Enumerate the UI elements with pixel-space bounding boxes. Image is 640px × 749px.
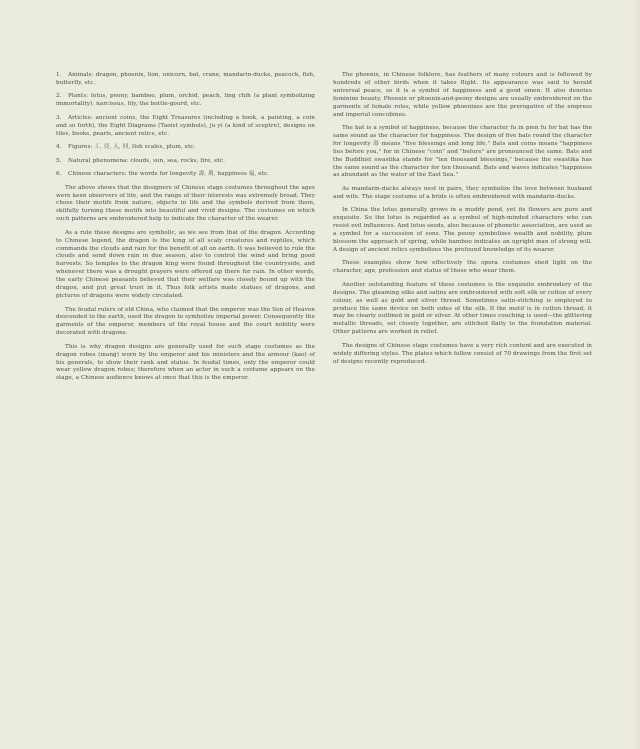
list-item	[56, 72, 315, 88]
page-edge-shadow	[632, 0, 640, 749]
paragraph: These examples show how effectively the opera costumes shed light on the character, age, profession and status of those who wear them.	[333, 260, 592, 275]
paragraph: The phoenix, in Chinese folklore, has feathers of many colours and is followed by hundreds of other birds when it takes flight. Its appearance was said to herald universal peace, so it is a symbol of happiness and a good omen. It also denotes feminine beauty. Phoenix or phoenix-and-peony designs are usually embroidered on the garments of female roles, while yellow phoenixes are the prerogative of the empress and imperial concubines.	[333, 72, 592, 118]
paragraph: The feudal rulers of old China, who claimed that the emperor was the Son of Heaven descended to the earth, used the dragon to symbolize imperial power. Consequently the garments of the emperor, members of the royal house and the court nobility were decorated with dragons.	[56, 306, 315, 337]
paragraph: As a rule these designs are symbolic, as we see from that of the dragon. According to Chinese legend, the dragon is the king of all scaly creatures and reptiles, which commands the clouds and rain for the benefit of all on earth. It was believed to rule the clouds and send down rain in due season, also to control the wind and bring good harvests. So temples to the dragon king were found throughout the countryside, and whenever there was a drought prayers were offered up there for rain. In other words, the early Chinese peasants believed that their welfare was closely bound up with the dragon, and put great trust in it. Thus folk artists made statues of dragons, and pictures of dragons were widely circulated.	[56, 229, 315, 299]
list-number: 4.	[56, 144, 62, 151]
paragraph: Another outstanding feature of these costumes is the exquisite embroidery of the designs. The gleaming silks and satins are embroidered with soft silk or cotton of every colour, as well as gold and silver thread. Sometimes satin-stitching is employed to produce the same device on both sides of the silk. If the motif is in cotton thread, it may be clearly outlined in gold or silver. At other times couching is used—the glittering metallic threads, set closely together, are stitched flatly to the foundation material. Other patterns are worked in relief.	[333, 281, 592, 336]
paragraph: In China the lotus generally grows in a muddy pond, yet its flowers are pure and exquisite. So the lotus is regarded as a symbol of high-minded characters who can resist evil influences. And lotus seeds, also because of phonetic association, are used as a symbol for a succession of sons. The peony symbolizes wealth and nobility, plum blossom the approach of spring, while bamboo indicates an upright man of strong will. A design of ancient relics symbolizes the profound knowledge of its wearer.	[333, 207, 592, 253]
list-number: 5.	[56, 157, 62, 164]
list-text: Chinese characters: the words for longevity 壽, 萬, happiness 福, etc.	[68, 171, 270, 178]
list-text: Plants: lotus, peony, bamboo, plum, orchid, peach, ling chih (a plant symbolizing immortality), narcissus, lily, the bottle-gourd, etc.	[56, 93, 315, 108]
paragraph: The above shows that the designers of Chinese stage costumes throughout the ages were keen observers of life, and the range of their interests was extremely broad. They chose their motifs from nature, objects in life and the symbols derived from them, skilfully turning these motifs into beautiful and vivid designs. The costumes on which such patterns are embroidered help to indicate the character of the wearer.	[56, 184, 315, 223]
list-item	[56, 144, 315, 152]
list-item	[56, 115, 315, 139]
list-number: 1.	[56, 72, 62, 78]
list-text: Figures: 工, 亞, 人, 回, fish scales, plum, etc.	[68, 144, 196, 151]
list-text: Animals: dragon, phoenix, lion, unicorn, bat, crane, mandarin-ducks, peacock, fish, butterfly, etc.	[56, 72, 315, 86]
left-column	[56, 72, 315, 749]
list-number: 3.	[56, 114, 62, 121]
paragraph: The bat is a symbol of happiness, because the character fu in pien fu for bat has the same sound as the character for happiness. The design of five bats round the character for longevity 壽 means "five blessings and long life." Bats and coins means "happiness lies before you," for in Chinese "coin" and "before" are pronounced the same. Bats and the Buddhist swastika stands for "ten thousand blessings," because the swastika has the same sound as the character for ten thousand. Bats and waves indicates "happiness as abundant as the water of the East Sea."	[333, 125, 592, 179]
list-item	[56, 158, 315, 166]
list-item	[56, 93, 315, 109]
list-text: Articles: ancient coins, the Eight Treasures (including a book, a painting, a coin and so forth), the Eight Diagrams (Taoist symbols), ju yi (a kind of sceptre), designs on tiles, books, pearls, ancient relics, etc.	[56, 114, 315, 137]
paragraph: The designs of Chinese stage costumes have a very rich content and are executed in widely differing styles. The plates which follow consist of 70 drawings from the first set of designs recently reproduced.	[333, 342, 592, 365]
list-item	[56, 171, 315, 179]
list-text: Natural phenomena: clouds, sun, sea, rocks, fire, etc.	[68, 157, 226, 164]
right-column	[333, 72, 592, 749]
paragraph: As mandarin-ducks always nest in pairs, they symbolize the love between husband and wife. The stage costume of a bride is often embroidered with mandarin-ducks.	[333, 185, 592, 200]
list-number: 6.	[56, 171, 62, 178]
paragraph: This is why dragon designs are generally used for such stage costumes as the dragon robes (mang) worn by the emperor and his ministers and the armour (kao) of his generals, to show their rank and status. In feudal times, only the emperor could wear yellow dragon robes; therefore when an actor in such a costume appears on the stage, a Chinese audience knows at once that this is the emperor.	[56, 343, 315, 382]
list-number: 2.	[56, 93, 62, 100]
